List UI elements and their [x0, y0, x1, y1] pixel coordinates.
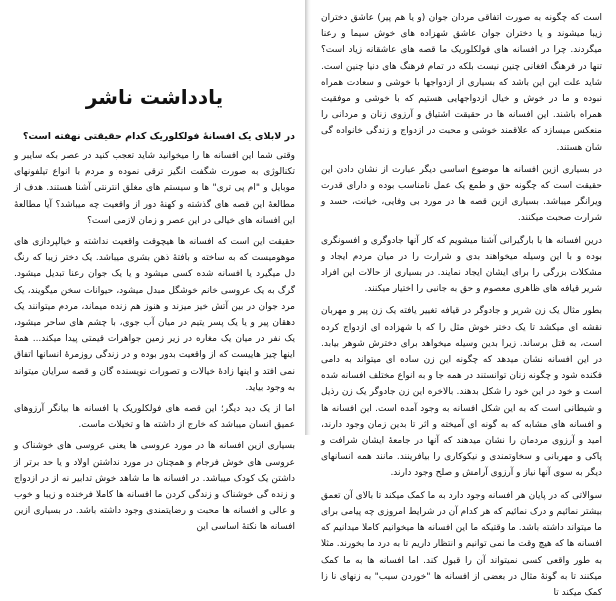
right-page: [311, 0, 616, 598]
section-subheading: در لابلای یک افسانهٔ فولکلوریک کدام حقیقتی نهفته است؟: [22, 131, 295, 142]
paragraph: است که چگونه به صورت اتفاقی مردان جوان (و یا هم پیر) عاشق دختران زیبا میشوند و یا دختران جوان عاشق شهزاده های خوش سیما و رعنا میگردند. چرا در افسانه های فولکلوریک ما قصه های عاشقانه زیاد است؟ تنها در فرهنگ افغانی چنین نیست بلکه در تمام فرهنگ های دنیا چنین است. شاید علت این این باشد که بسیاری از ازدواجها با خوشی و سعادت همراه نبوده و ما در خوش و خیال ازدواجهایی هستیم که با خوشی و موفقیت همراه باشند. این افسانه ها در حقیقت اشتیاق و آرزوی زنان و مردانی را منعکس میسازد که علاقمند خوشی و محبت در ازدواج و زندگی خانواده گی شان هستند.: [321, 13, 602, 153]
paragraph: بطور مثال یک زن شریر و جادوگر در قیافه تغییر یافته یک زن پیر و مهربان نقشه ای میکشد تا یک دختر خوش مثل را که با شهزاده ای ازدواج کرده است، به قتل برساند. زیرا بدین وسیله میخواهد برای دخترش شوهر بیابد. در این افسانه نشان میدهد که چگونه این زن ساده ای میتواند به دامی فکنده شود و چگونه زنان توانستند در همه جا و به انواع مختلف افسانه شده است و خود در این خود را شکل بدهند. بالاخره این زن جادوگر یک زن رذیل و شیطانی است که به این شکل افسانه به وجود آمده است. این افسانه ها و افسانه های مشابه که به گونه ای آمیخته و اثر تا بدین زمان وجود دارند، امید و آرزوی مردمان را نشان میدهند که آنها در جامعهٔ ایشان شرافت و پاکی و مهربانی و سخاوتمندی و نیکوکاری را بیافرینند. مانند همه انسانهای دیگر به سوی آنها نیاز و آرزوی آرامش و صلح وجود دارند.: [321, 306, 602, 479]
paragraph: بسیاری ازین افسانه ها در مورد عروسی ها یعنی عروسی های خوشناک و عروسی های خوش فرجام و همچنان در مورد نداشتن اولاد و یا حد برتر از داشتن یک کودک میباشد. در افسانه ها ما شاهد خوش تدابیر نه از در ازدواج و زنده گی خوشناک و زندگی کردن ما افسانه ها کاملا فرخنده و زیبا و خوب و عالی و افسانه ها محبت و رضایتمندی وجود داشته باشد. در بسیاری ازین افسانه ها نکتهٔ اساسی این: [14, 441, 295, 533]
paragraph: درین افسانه ها با بارگیرانی آشنا میشویم که کار آنها جادوگری و افسونگری بوده و با این وسیله میخواهند بدی و شرارت را در میان مردم ایجاد و مشکلات بزرگی را برای ایشان ایجاد نمایند. در بسیاری از حالات این افراد شریر قیافه های ظاهری معصوم و حق به جانبی را اختیار میکنند.: [321, 235, 602, 295]
paragraph: سوالاتی که در پایان هر افسانه وجود دارد به ما کمک میکند تا بالای آن تعمق بیشتر نمائیم و درک نمائیم که هر کدام آن در شرایط امروزی چه پیامی برای ما میتواند داشته باشد. ما وقتیکه ما این افسانه ها میخوانیم کاملا میدانیم که افسانه ها که هیچ وقت ما نمی توانیم و انتظار داریم تا به درد ما بخورند. مثلا به طور واقعی کسی نمیتواند آن را قبول کند. اما افسانه ها به ما کمک میکنند تا به گونهٔ مثال در بعضی از افسانه ها "خوردن سیب" به زنهای نا زا کمک میکند تا: [321, 490, 602, 598]
publisher-note-heading: یادداشت ناشر: [85, 85, 224, 109]
paragraph: وقتی شما این افسانه ها را میخوانید شاید تعجب کنید در عصر بکه سایبر و تکنالوژی به صورت شگفت انگیز ترقی نموده و مردم با انواع تیلفونهای موبایل و "ام پی تری" ها و سیستم های مغلق انترنتی آشنا هستند. هدف از مطالعهٔ این قصه های گذشته و کهنهٔ دور از واقعیت چه میباشد؟ آیا مطالعهٔ این افسانه های خیالی در این عصر و زمان لازمی است؟: [14, 151, 295, 226]
paragraph: اما از یک دید دیگر؛ این قصه های فولکلوریک یا افسانه ها بیانگر آرزوهای عمیق انسان میباشد که خارج از داشته ها و تخیلات ماست.: [14, 404, 295, 431]
paragraph: در بسیاری ازین افسانه ها موضوع اساسی دیگر عبارت از نشان دادن این حقیقت است که چگونه حق و طمع یک عمل نامناسب بوده و دارای قدرت ویرانگر میباشد. بسیاری ازین قصه ها در مورد بی وفایی، خیانت، حسد و شرارت صحبت میکنند.: [321, 164, 602, 224]
paragraph: حقیقت این است که افسانه ها هیچوقت واقعیت نداشته و خیالپردازی های موهومیست که به ساخته و بافتهٔ ذهن بشری میباشد. یک دختر زیبا که رنگ دل میگیرد یا افسانه شده کسی میشود و یا یک جوان رعنا تبدیل میشود. گرگ به یک عروسی خانم خوشگل مبدل میشود، حیوانات سخن میگویند، یک مرد جوان در بین آتش خیز میزند و هنوز هم زنده میماند، مردم میتوانند یک دهقان پیر و یا یک پسر یتیم در میان آب جوی، با چشم های ساحر میشود، یک نفر در میان یک مغاره در زیر زمین جواهرات قیمتی پیدا میکند... همهٔ اینها چیز هاییست که از واقعیت بدور بوده و در زندگی روزمرهٔ انسانها اتفاق نمی افتد و اینها زادهٔ خیالات و تصورات نویسنده گان و قصه سرایان میتواند به وجود بیاید.: [14, 237, 295, 393]
left-page: [0, 0, 305, 533]
